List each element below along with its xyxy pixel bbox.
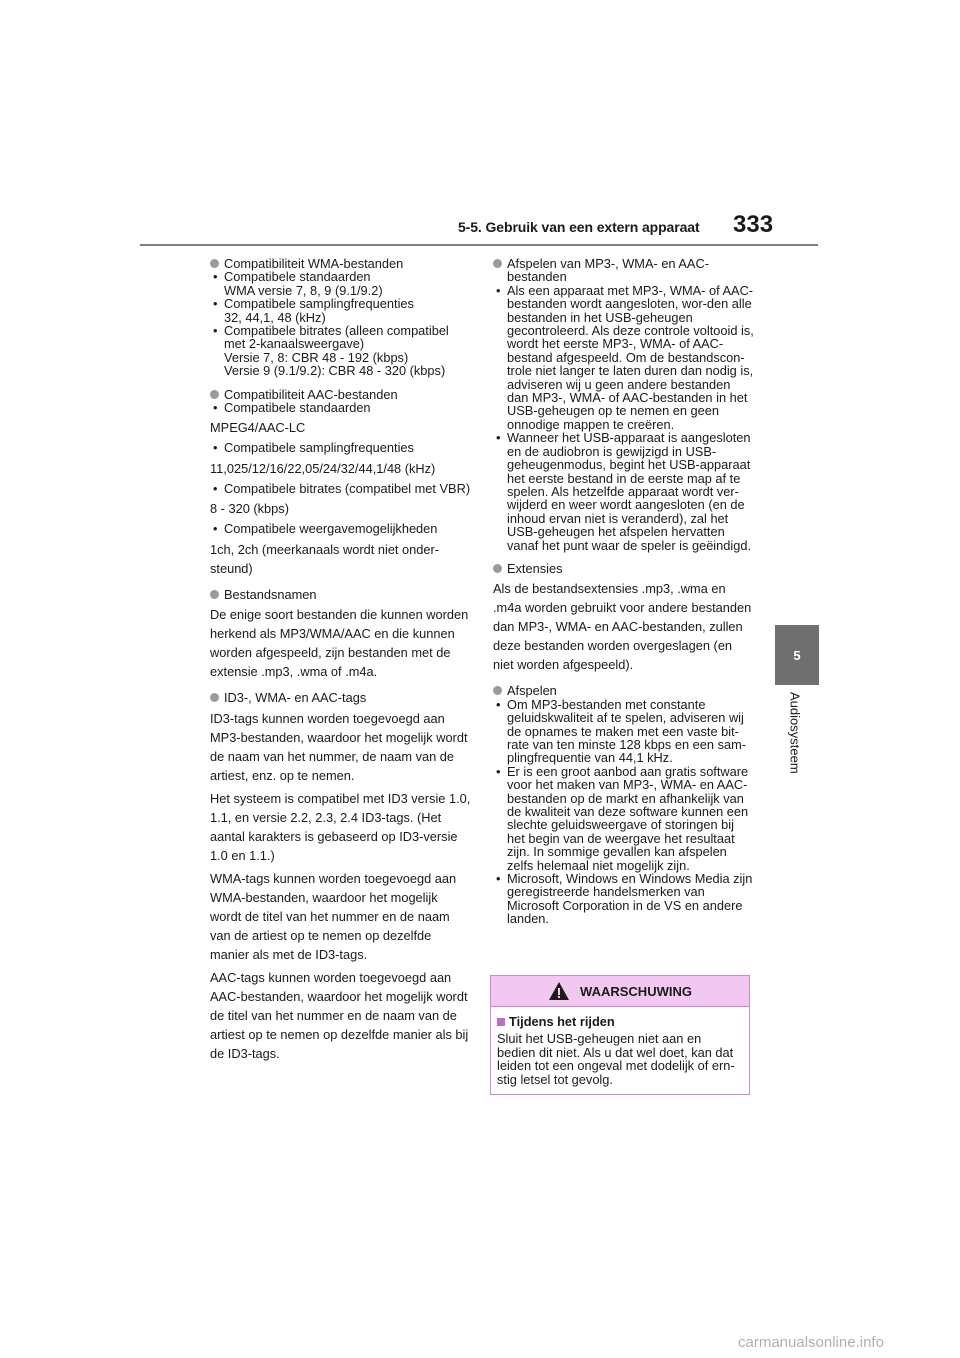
extensions-heading xyxy=(493,562,755,575)
bullet-icon: • xyxy=(213,480,218,496)
warning-text: Sluit het USB-geheugen niet aan en bedien dit niet. Als u dat wel doet, kan dat leiden tot een ongeval met dodelijk of ern-stig letsel tot gevolg. xyxy=(497,1031,735,1087)
warning-subtitle xyxy=(497,1015,743,1028)
item-text: Compatibele bitrates (compatibel met VBR) xyxy=(224,480,471,496)
heading-text: Afspelen xyxy=(507,683,557,699)
wma-heading xyxy=(210,257,472,270)
list-item xyxy=(493,431,755,552)
warning-header xyxy=(491,976,749,1007)
bullet-icon xyxy=(493,564,502,573)
bullet-icon: • xyxy=(213,269,218,285)
bullet-icon xyxy=(210,390,219,399)
chapter-tab xyxy=(775,625,819,685)
left-column xyxy=(210,257,472,1067)
heading-text: Extensies xyxy=(507,560,563,576)
list-item xyxy=(210,270,472,283)
paragraph: De enige soort bestanden die kunnen worden herkend als MP3/WMA/AAC en die kunnen worden afgespeeld, zijn bestanden met de extensie .mp3, .wma of .m4a. xyxy=(210,607,469,680)
item-value: 11,025/12/16/22,05/24/32/44,1/48 (kHz) xyxy=(210,460,436,476)
page-number: 333 xyxy=(733,211,774,238)
warning-triangle-icon xyxy=(548,981,570,1001)
bullet-icon: • xyxy=(213,323,218,339)
item-text: Compatibele samplingfrequenties xyxy=(224,440,414,456)
list-item xyxy=(493,698,755,765)
list-item xyxy=(210,482,472,495)
bullet-icon: • xyxy=(496,282,501,298)
paragraph: Als de bestandsextensies .mp3, .wma en .m4a worden gebruikt voor andere bestanden dan MP3-, WMA- en AAC-bestanden, zullen deze bestanden worden overgeslagen (en niet worden afgespeeld). xyxy=(493,581,752,673)
item-value: 32, 44,1, 48 (kHz) xyxy=(224,309,326,325)
bullet-icon xyxy=(493,259,502,268)
list-item xyxy=(210,297,472,310)
bullet-icon: • xyxy=(496,763,501,779)
bullet-icon: • xyxy=(496,696,501,712)
list-item xyxy=(493,765,755,872)
playback-files-heading xyxy=(493,257,755,284)
item-text: Wanneer het USB-apparaat is aangesloten en de audiobron is gewijzigd in USB-geheugenmodus, begint het USB-apparaat het eerste bestand in de eerste map af te spelen. Als hetzelfde apparaat wordt ver-wijderd en weer wordt aangesloten (en de inhoud ervan niet is veranderd), zal het USB-geheugen het afspelen hervatten vanaf het punt waar de speler is geëindigd. xyxy=(507,430,752,553)
chapter-label: Audiosysteem xyxy=(787,692,803,774)
section-title: 5-5. Gebruik van een extern apparaat xyxy=(458,219,700,235)
playback-heading xyxy=(493,684,755,697)
filenames-heading xyxy=(210,588,472,601)
item-text: Compatibele standaarden xyxy=(224,269,371,285)
list-item xyxy=(210,324,472,351)
watermark: carmanualsonline.info xyxy=(738,1334,884,1351)
item-text: Compatibele weergavemogelijkheden xyxy=(224,521,438,537)
warning-title: WAARSCHUWING xyxy=(580,983,692,999)
aac-heading xyxy=(210,388,472,401)
item-value: 1ch, 2ch (meerkanaals wordt niet onder-steund) xyxy=(210,541,440,576)
item-value: WMA versie 7, 8, 9 (9.1/9.2) xyxy=(224,282,383,298)
list-item xyxy=(493,872,755,926)
item-value: MPEG4/AAC-LC xyxy=(210,420,306,436)
bullet-icon: • xyxy=(213,440,218,456)
bullet-icon xyxy=(493,686,502,695)
item-value: 8 - 320 (kbps) xyxy=(210,501,289,517)
paragraph: WMA-tags kunnen worden toegevoegd aan WMA-bestanden, waardoor het mogelijk wordt de titel van het nummer en de naam van de artiest op te nemen op dezelfde manier als met de ID3-tags. xyxy=(210,870,457,962)
bullet-icon: • xyxy=(496,871,501,887)
subtitle-text: Tijdens het rijden xyxy=(509,1014,615,1029)
paragraph: AAC-tags kunnen worden toegevoegd aan AAC-bestanden, waardoor het mogelijk wordt de titel van het nummer en de naam van de artiest op te nemen op dezelfde manier als bij de ID3-tags. xyxy=(210,969,469,1061)
heading-text: Compatibiliteit AAC-bestanden xyxy=(224,386,398,402)
tags-heading xyxy=(210,691,472,704)
item-text: Compatibele samplingfrequenties xyxy=(224,296,414,312)
list-item xyxy=(210,441,472,454)
list-item xyxy=(210,522,472,535)
bullet-icon xyxy=(210,590,219,599)
heading-text: Bestandsnamen xyxy=(224,586,317,602)
heading-text: ID3-, WMA- en AAC-tags xyxy=(224,690,367,706)
item-text: Als een apparaat met MP3-, WMA- of AAC-bestanden wordt aangesloten, wor-den alle bestanden in het USB-geheugen gecontroleerd. Als deze controle voltooid is, wordt het eerste MP3-, WMA- of AAC-bestand afgespeeld. Om de bestandscon-trole niet langer te laten duren dan nodig is, adviseren wij u geen andere bestanden dan MP3-, WMA- of AAC-bestanden in het USB-geheugen op te nemen en geen onnodige mappen te creëren. xyxy=(507,282,754,432)
bullet-icon xyxy=(210,693,219,702)
item-value: Versie 7, 8: CBR 48 - 192 (kbps) xyxy=(224,349,409,365)
heading-text: Compatibiliteit WMA-bestanden xyxy=(224,256,404,271)
bullet-icon: • xyxy=(213,400,218,416)
heading-text: Afspelen van MP3-, WMA- en AAC-bestanden xyxy=(507,256,709,285)
paragraph: Het systeem is compatibel met ID3 versie 1.0, 1.1, en versie 2.2, 2.3, 2.4 ID3-tags. (Het aantal karakters is gebaseerd op ID3-versie 1.0 en 1.1.) xyxy=(210,790,471,863)
square-bullet-icon xyxy=(497,1018,505,1026)
item-text: Om MP3-bestanden met constante geluidskwaliteit af te spelen, adviseren wij de opnames te maken met een vaste bit-rate van ten minste 128 kbps en een sam-plingfrequentie van 44,1 kHz. xyxy=(507,696,747,766)
item-text: Compatibele standaarden xyxy=(224,400,371,416)
chapter-number: 5 xyxy=(793,647,801,663)
bullet-icon xyxy=(210,259,219,268)
header-divider xyxy=(140,244,818,246)
item-value: Versie 9 (9.1/9.2): CBR 48 - 320 (kbps) xyxy=(224,363,446,379)
item-text: Er is een groot aanbod aan gratis software voor het maken van MP3-, WMA- en AAC-bestanden op de markt en afhankelijk van de kwaliteit van deze software kunnen een slechte geluidsweergave of storingen bij het begin van de weergave het resultaat zijn. In sommige gevallen kan afspelen zelfs helemaal niet mogelijk zijn. xyxy=(507,763,749,873)
right-column xyxy=(493,257,755,926)
paragraph: ID3-tags kunnen worden toegevoegd aan MP3-bestanden, waardoor het mogelijk wordt de naam van het nummer, de naam van de artiest, enz. op te nemen. xyxy=(210,710,468,783)
list-item xyxy=(493,284,755,431)
warning-body xyxy=(491,1007,749,1094)
bullet-icon: • xyxy=(496,430,501,446)
bullet-icon: • xyxy=(213,296,218,312)
warning-box xyxy=(490,975,750,1095)
bullet-icon: • xyxy=(213,521,218,537)
item-text: Compatibele bitrates (alleen compatibel met 2-kanaalsweergave) xyxy=(224,323,449,352)
list-item xyxy=(210,401,472,414)
item-text: Microsoft, Windows en Windows Media zijn geregistreerde handelsmerken van Microsoft Corporation in de VS en andere landen. xyxy=(507,871,753,927)
